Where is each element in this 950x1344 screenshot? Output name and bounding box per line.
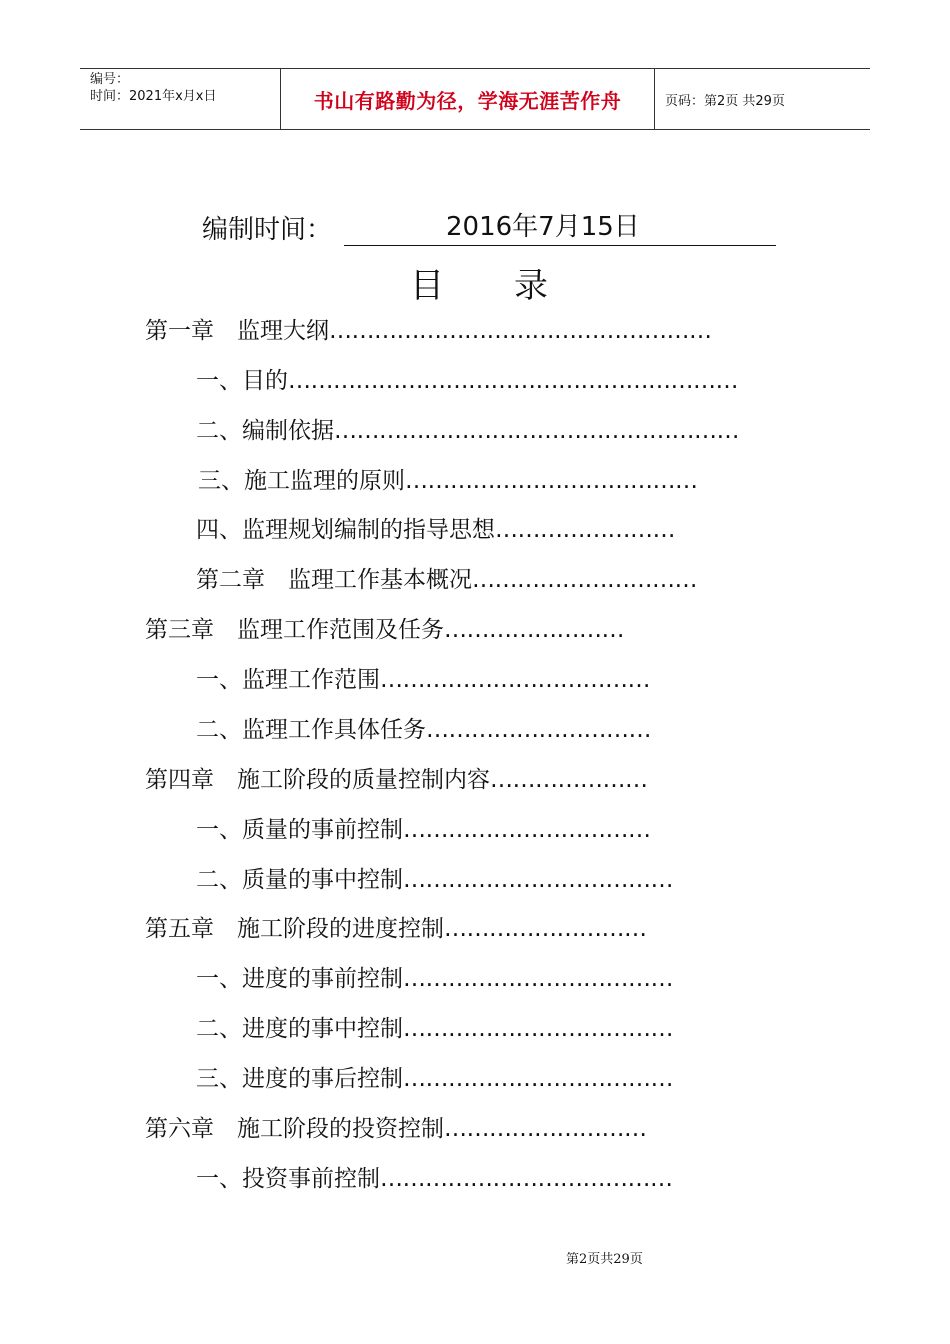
toc-entry-leader: ………………………: [444, 1116, 647, 1142]
toc-entry-leader: ………………………: [444, 916, 647, 942]
toc-entry[interactable]: [196, 964, 732, 994]
toc-entry-leader: ………………………………………………: [334, 418, 739, 444]
toc-entry[interactable]: [198, 466, 734, 496]
toc-entry[interactable]: [145, 914, 732, 944]
toc-entry-text: 一、质量的事前控制: [196, 817, 403, 843]
toc-entry-leader: ………………………………: [403, 966, 673, 992]
toc-entry-text: 三、进度的事后控制: [196, 1066, 403, 1092]
toc-entry-text: 第六章 施工阶段的投资控制: [145, 1116, 444, 1142]
toc-entry-text: 二、监理工作具体任务: [196, 717, 426, 743]
toc-entry-leader: …………………: [490, 767, 648, 793]
compile-time-label: 编制时间：: [202, 215, 333, 245]
toc-entry[interactable]: [145, 765, 707, 795]
toc-entry[interactable]: [196, 815, 707, 845]
toc-entry-leader: …………………………: [472, 567, 697, 593]
toc-entry-leader: ………………………………: [403, 867, 673, 893]
toc-entry-text: 二、编制依据: [196, 418, 334, 444]
toc-entry-leader: …………………………………: [380, 1166, 673, 1192]
toc-entry-text: 第三章 监理工作范围及任务: [145, 617, 444, 643]
toc-entry-text: 三、施工监理的原则: [198, 468, 405, 494]
toc-entry-text: 一、监理工作范围: [196, 667, 380, 693]
toc-entry[interactable]: [196, 565, 757, 595]
toc-entry[interactable]: [196, 665, 707, 695]
toc-entry[interactable]: [196, 865, 732, 895]
toc-entry-text: 第五章 施工阶段的进度控制: [145, 916, 444, 942]
toc-entry-text: 一、目的: [196, 368, 288, 394]
toc-entry[interactable]: [145, 615, 707, 645]
toc-entry-text: 第二章 监理工作基本概况: [196, 567, 472, 593]
page-footer: 第2页共29页: [566, 1252, 643, 1267]
toc-entry-leader: ……………………………………………………: [288, 368, 738, 394]
toc-entry[interactable]: [196, 366, 757, 396]
header-page-label: 页码：第2页 共29页: [665, 93, 785, 109]
toc-entry-leader: …………………………………: [405, 468, 698, 494]
toc-entry[interactable]: [196, 1064, 732, 1094]
header-time-label: 时间：2021年x月x日: [90, 89, 217, 104]
toc-entry-leader: ………………………………: [403, 1066, 673, 1092]
compile-time-value: 2016年7月15日: [344, 209, 776, 246]
toc-entry-text: 二、质量的事中控制: [196, 867, 403, 893]
toc-entry-leader: ……………………………………………: [329, 318, 712, 344]
toc-entry-text: 四、监理规划编制的指导思想: [196, 517, 495, 543]
toc-entry-leader: ………………………………: [403, 1016, 673, 1042]
header-number-label: 编号：: [90, 72, 130, 87]
toc-entry-text: 第四章 施工阶段的质量控制内容: [145, 767, 490, 793]
toc-entry-text: 一、投资事前控制: [196, 1166, 380, 1192]
toc-entry-leader: ……………………: [495, 517, 675, 543]
toc-entry[interactable]: [145, 1114, 732, 1144]
toc-entry-leader: ……………………………: [403, 817, 651, 843]
toc-entry[interactable]: [196, 715, 707, 745]
toc-entry[interactable]: [196, 416, 757, 446]
toc-entry[interactable]: [196, 1164, 732, 1194]
toc-entry-leader: ………………………………: [380, 667, 650, 693]
toc-entry-text: 二、进度的事中控制: [196, 1016, 403, 1042]
toc-entry[interactable]: [196, 1014, 732, 1044]
header-motto: 书山有路勤为径，学海无涯苦作舟: [281, 69, 655, 129]
toc-entry[interactable]: [145, 316, 757, 346]
toc-entry-leader: …………………………: [426, 717, 651, 743]
toc-entry-leader: ……………………: [444, 617, 624, 643]
toc-title: 目录: [410, 266, 618, 306]
toc-entry-text: 一、进度的事前控制: [196, 966, 403, 992]
toc-entry-text: 第一章 监理大纲: [145, 318, 329, 344]
toc-entry[interactable]: [196, 515, 732, 545]
